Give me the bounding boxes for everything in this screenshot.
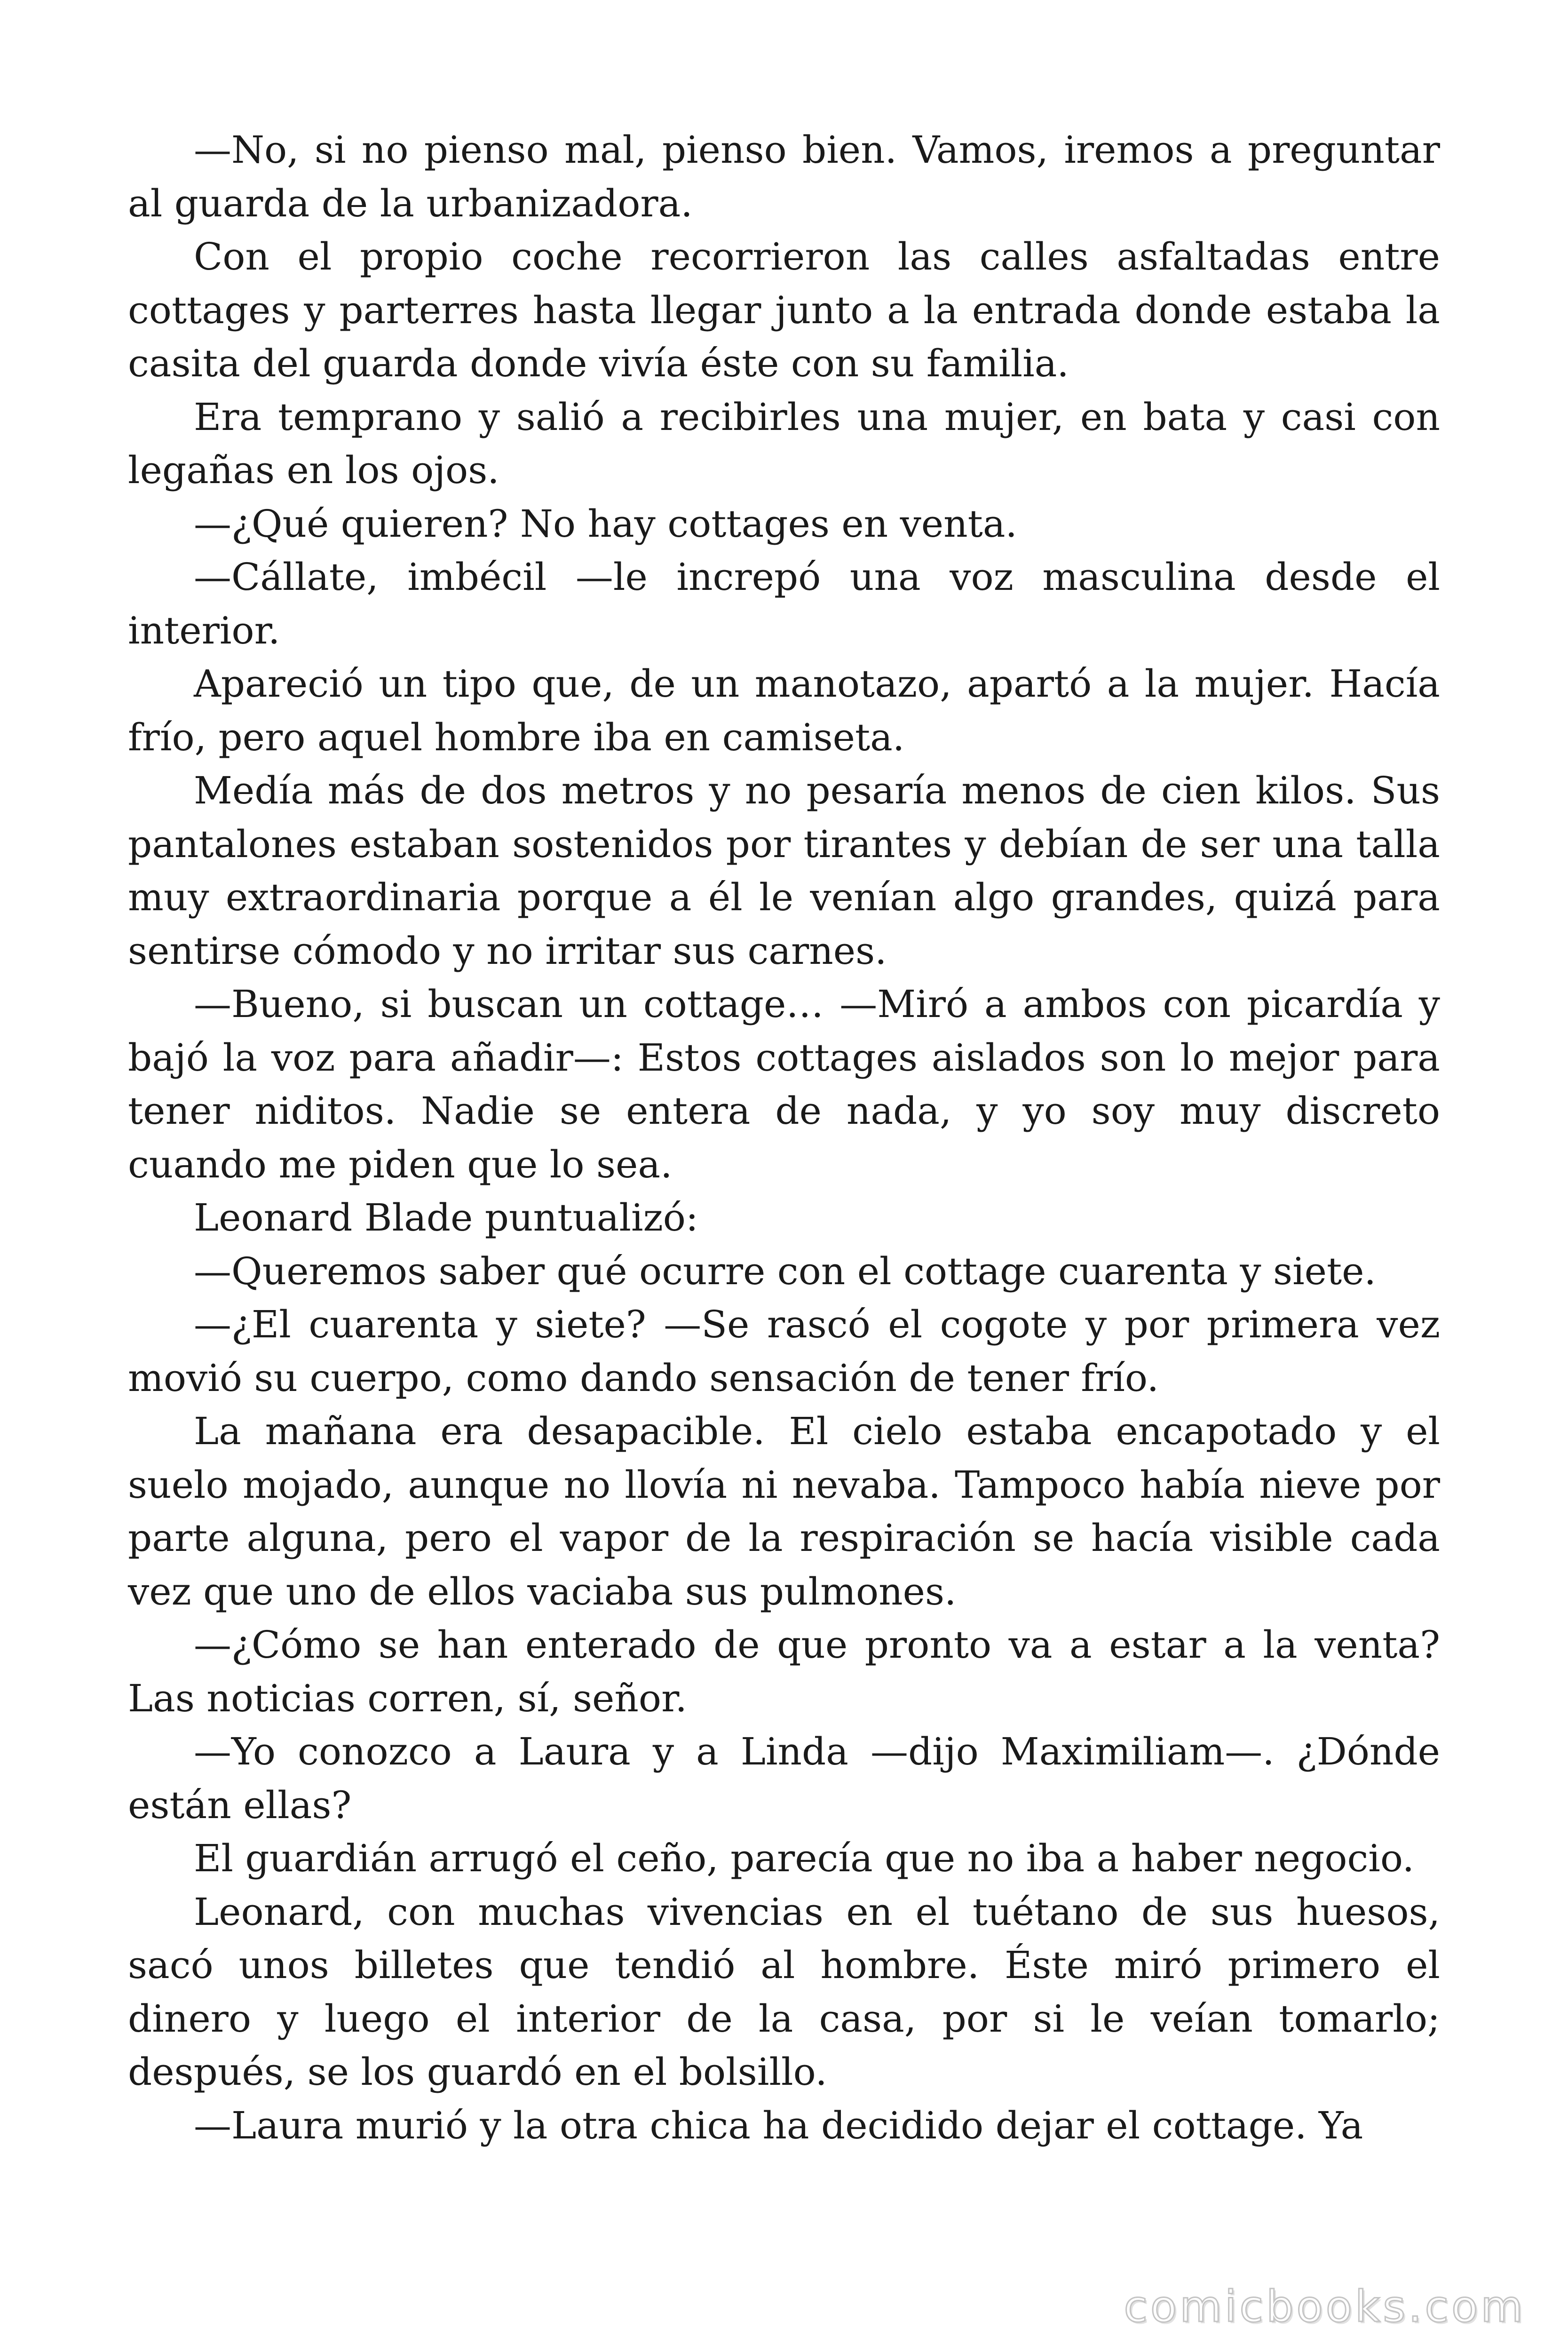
paragraph-17: —Laura murió y la otra chica ha decidido dejar el cottage. Ya bbox=[194, 2103, 1363, 2147]
body-text bbox=[128, 123, 1440, 2152]
paragraph-15: El guardián arrugó el ceño, parecía que no iba a haber negocio. bbox=[194, 1836, 1415, 1880]
paragraph-11: —¿El cuarenta y siete? —Se rascó el cogote y por primera vez movió su cuerpo, como dando sensación de tener frío. bbox=[128, 1303, 1440, 1400]
paragraph-5: —Cállate, imbécil —le increpó una voz masculina desde el interior. bbox=[128, 555, 1440, 652]
paragraph-10: —Queremos saber qué ocurre con el cottage cuarenta y siete. bbox=[194, 1249, 1376, 1293]
paragraph-8: —Bueno, si buscan un cottage… —Miró a ambos con picardía y bajó la voz para añadir—: Estos cottages aislados son lo mejor para tener niditos. Nadie se entera de nada, y yo soy muy discreto cuando me piden que lo sea. bbox=[128, 982, 1440, 1186]
paragraph-12: La mañana era desapacible. El cielo estaba encapotado y el suelo mojado, aunque no llovía ni nevaba. Tampoco había nieve por parte alguna, pero el vapor de la respiración se hacía visible cada vez que uno de ellos vaciaba sus pulmones. bbox=[128, 1409, 1440, 1613]
paragraph-14: —Yo conozco a Laura y a Linda —dijo Maximiliam—. ¿Dónde están ellas? bbox=[128, 1730, 1440, 1827]
paragraph-6: Apareció un tipo que, de un manotazo, apartó a la mujer. Hacía frío, pero aquel hombre iba en camiseta. bbox=[128, 662, 1440, 759]
paragraph-3: Era temprano y salió a recibirles una mujer, en bata y casi con legañas en los ojos. bbox=[128, 395, 1440, 492]
paragraph-1: —No, si no pienso mal, pienso bien. Vamos, iremos a preguntar al guarda de la urbanizadora. bbox=[128, 128, 1440, 225]
paragraph-7: Medía más de dos metros y no pesaría menos de cien kilos. Sus pantalones estaban sostenidos por tirantes y debían de ser una talla muy extraordinaria porque a él le venían algo grandes, quizá para sentirse cómodo y no irritar sus carnes. bbox=[128, 769, 1440, 973]
watermark: comicbooks.com bbox=[1124, 2281, 1526, 2332]
paragraph-9: Leonard Blade puntualizó: bbox=[194, 1196, 698, 1240]
paragraph-13: —¿Cómo se han enterado de que pronto va a estar a la venta? Las noticias corren, sí, señor. bbox=[128, 1623, 1440, 1720]
paragraph-16: Leonard, con muchas vivencias en el tuétano de sus huesos, sacó unos billetes que tendió al hombre. Éste miró primero el dinero y luego el interior de la casa, por si le veían tomarlo; después, se los guardó en el bolsillo. bbox=[128, 1890, 1440, 2094]
paragraph-2: Con el propio coche recorrieron las calles asfaltadas entre cottages y parterres hasta llegar junto a la entrada donde estaba la casita del guarda donde vivía éste con su familia. bbox=[128, 235, 1440, 385]
paragraph-4: —¿Qué quieren? No hay cottages en venta. bbox=[194, 501, 1017, 546]
